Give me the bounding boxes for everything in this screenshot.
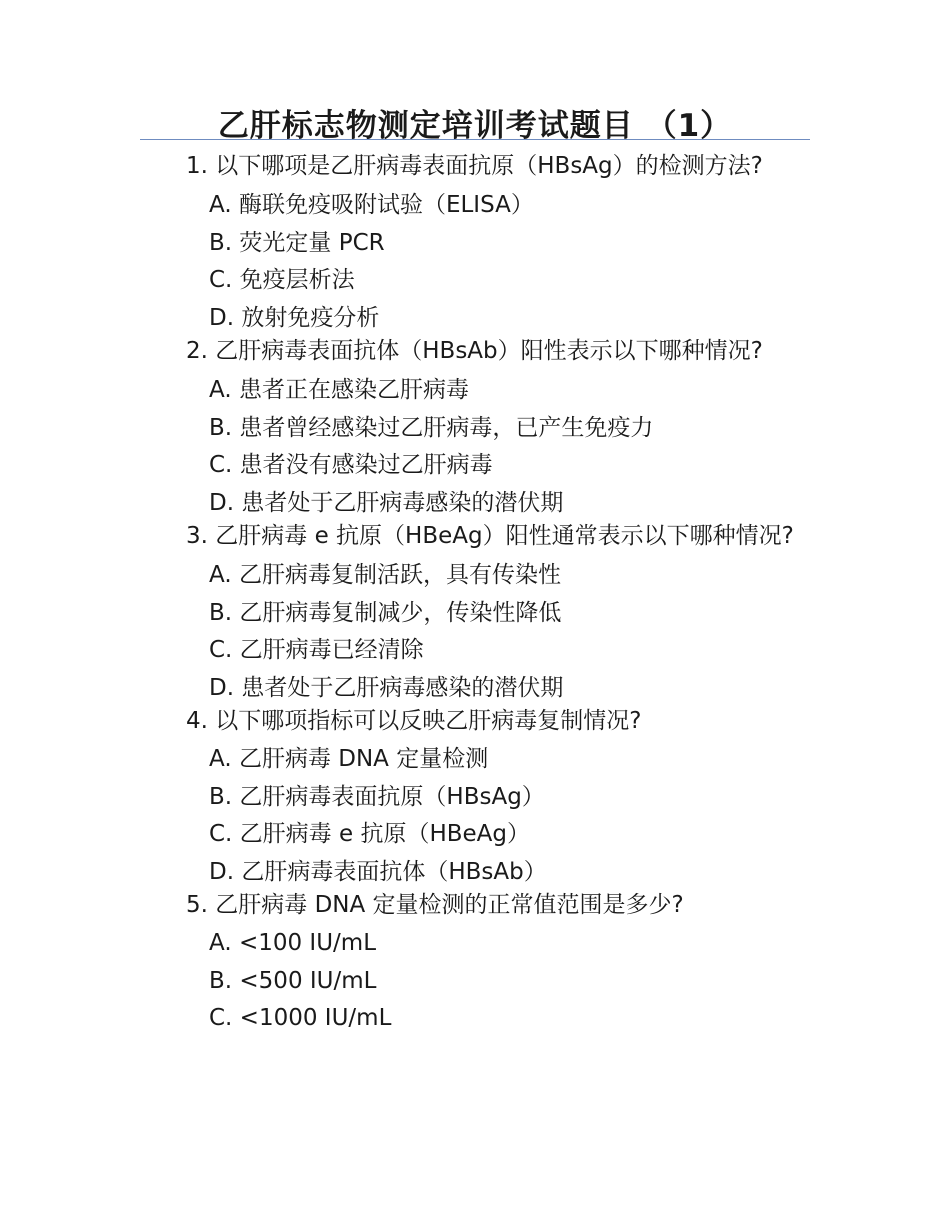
option-d: D. 患者处于乙肝病毒感染的潜伏期 (209, 674, 564, 701)
option-list (140, 557, 820, 707)
option-b: B. 乙肝病毒复制减少，传染性降低 (209, 599, 562, 626)
option-a: A. 患者正在感染乙肝病毒 (209, 377, 469, 403)
option-c: C. <1000 IU/mL (209, 1005, 392, 1031)
option-b: B. 患者曾经感染过乙肝病毒，已产生免疫力 (209, 414, 654, 441)
option-c: C. 免疫层析法 (209, 267, 355, 293)
question-4 (140, 707, 820, 891)
question-list (140, 152, 820, 1038)
option-list (140, 741, 820, 891)
option-a: A. 乙肝病毒复制活跃，具有传染性 (209, 562, 561, 588)
question-text: 3. 乙肝病毒 e 抗原（HBeAg）阳性通常表示以下哪种情况? (186, 523, 794, 549)
question-5 (140, 891, 820, 1038)
option-a: A. 酶联免疫吸附试验（ELISA） (209, 192, 534, 218)
option-b: B. 荧光定量 PCR (209, 229, 385, 256)
question-1 (140, 152, 820, 337)
option-c: C. 乙肝病毒 e 抗原（HBeAg） (209, 821, 531, 847)
option-c: C. 乙肝病毒已经清除 (209, 637, 424, 663)
question-text: 5. 乙肝病毒 DNA 定量检测的正常值范围是多少? (186, 892, 684, 918)
option-list (140, 187, 820, 337)
option-c: C. 患者没有感染过乙肝病毒 (209, 452, 493, 478)
option-d: D. 乙肝病毒表面抗体（HBsAb） (209, 858, 547, 885)
question-text: 4. 以下哪项指标可以反映乙肝病毒复制情况? (186, 708, 642, 734)
title-underline (140, 139, 810, 140)
question-2 (140, 337, 820, 522)
page-title: 乙肝标志物测定培训考试题目 （1） (217, 108, 733, 144)
question-text: 1. 以下哪项是乙肝病毒表面抗原（HBsAg）的检测方法? (186, 153, 763, 179)
option-d: D. 患者处于乙肝病毒感染的潜伏期 (209, 489, 564, 516)
option-list (140, 925, 820, 1038)
option-a: A. 乙肝病毒 DNA 定量检测 (209, 746, 489, 772)
option-a: A. <100 IU/mL (209, 930, 377, 956)
option-b: B. <500 IU/mL (209, 967, 377, 994)
option-b: B. 乙肝病毒表面抗原（HBsAg） (209, 783, 545, 810)
question-3 (140, 522, 820, 707)
option-d: D. 放射免疫分析 (209, 304, 380, 331)
question-text: 2. 乙肝病毒表面抗体（HBsAb）阳性表示以下哪种情况? (186, 338, 763, 364)
option-list (140, 372, 820, 522)
